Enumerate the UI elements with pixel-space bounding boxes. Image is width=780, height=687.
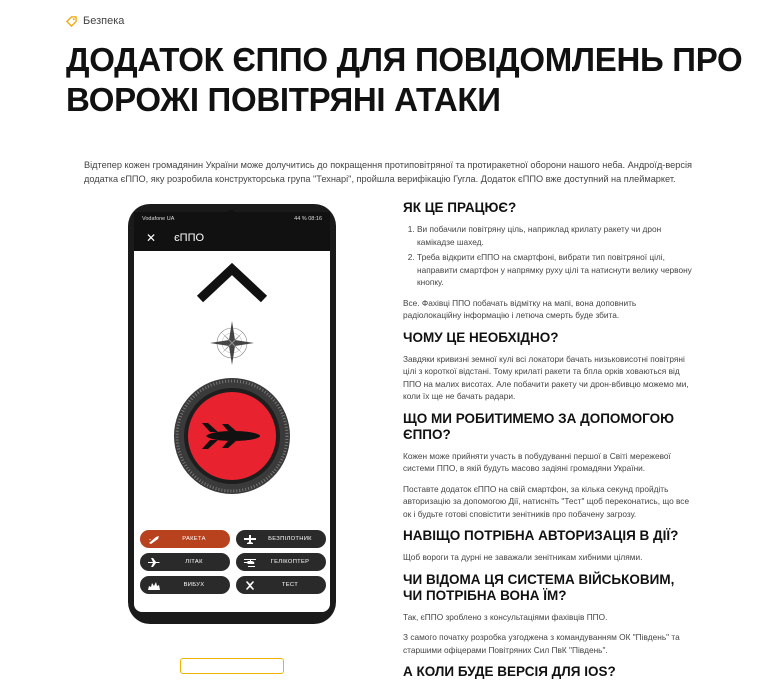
section-title-why: ЧОМУ ЦЕ НЕОБХІДНО? <box>403 329 559 345</box>
helicopter-icon <box>244 558 256 567</box>
battery-label: 44 % <box>294 215 307 222</box>
target-type-grid <box>140 530 326 594</box>
target-button-test[interactable] <box>236 576 326 594</box>
how-after-text: Все. Фахівці ППО побачать відмітку на мапі, вона доповнить радіолокаційну інформацію і летюча смерть буде збита. <box>403 297 637 320</box>
target-button-drone[interactable] <box>236 530 326 548</box>
phone-mockup <box>128 204 336 624</box>
section-title-what: ЩО МИ РОБИТИМЕМО ЗА ДОПОМОГОЮ ЄППО? <box>403 410 675 442</box>
plane-icon <box>148 558 160 567</box>
missile-icon <box>148 535 160 544</box>
target-button-label: ЛІТАК <box>185 559 203 565</box>
section-title-ios: А КОЛИ БУДЕ ВЕРСІЯ ДЛЯ IOS? <box>403 664 616 679</box>
target-button-label: ВИБУХ <box>183 582 205 588</box>
what-text-1: Кожен може прийняти участь в побудуванні першої в Світі мережевої системи ППО, в якій будуть масово задіяні громадяни України. <box>403 450 671 473</box>
app-bar <box>134 225 330 251</box>
target-button-explosion[interactable] <box>140 576 230 594</box>
how-steps-list <box>403 223 693 289</box>
close-icon <box>244 581 256 590</box>
auth-text: Щоб вороги та дурні не заважали зенітникам хибними цілями. <box>403 552 643 562</box>
compass-icon <box>210 321 254 365</box>
target-button-label: ГЕЛІКОПТЕР <box>270 559 310 565</box>
drone-icon <box>244 535 256 544</box>
section-title-auth: НАВІЩО ПОТРІБНА АВТОРИЗАЦІЯ В ДІЇ? <box>403 528 679 543</box>
list-item: 1. Ви побачили повітряну ціль, наприклад крилату ракету чи дрон камікадзе шахед. <box>417 223 693 248</box>
target-button-label: ТЕСТ <box>281 582 299 588</box>
app-visual <box>134 251 330 526</box>
close-icon[interactable]: ✕ <box>146 231 157 245</box>
list-item: 2. Треба відкрити єППО на смартфоні, вибрати тип повітряної цілі, направити смартфон у напрямку руху цілі та натиснути велику червону кнопку. <box>417 251 693 289</box>
phone-screen <box>134 212 330 612</box>
section-title-how: ЯК ЦЕ ПРАЦЮЄ? <box>403 200 517 215</box>
time-label: 08:16 <box>308 215 322 222</box>
alert-button <box>174 378 290 494</box>
status-bar <box>134 212 330 225</box>
what-text-2: Поставте додаток єППО на свій смартфон, за кілька секунд пройдіть авторизацію за допомогою Дії, натисніть "Тест" щоб переконатись, що все ок і будьте готові сповістити зенітників про побачену загрозу. <box>403 483 690 519</box>
article-body <box>403 200 693 687</box>
carrier-label: Vodafone UA <box>142 215 175 222</box>
app-title: єППО <box>174 232 205 244</box>
target-button-missile[interactable] <box>140 530 230 548</box>
section-title-military: ЧИ ВІДОМА ЦЯ СИСТЕМА ВІЙСЬКОВИМ, ЧИ ПОТРІБНА ВОНА ЇМ? <box>403 571 675 603</box>
breadcrumb-category[interactable]: Безпека <box>83 15 125 27</box>
why-text: Завдяки кривизні земної кулі всі локатори бачать низьковисотні повітряні цілі з короткої відстані. Тому крилаті ракети та бпла орків ховаються від ППО на малих висотах. Але побачити ракету чи дрон-вбивцю можемо ми, коли їх ще не бачать радари. <box>403 353 689 401</box>
article-intro: Відтепер кожен громадянин України може долучитись до покращення протиповітряної та протиракетної оборони нашого неба. Андроїд-версія додатка єППО, яку розробила конструкторська група "Технарі", пройшла верифікацію Гугла. Додаток єППО вже доступний на плеймаркет. <box>84 160 692 184</box>
target-button-plane[interactable] <box>140 553 230 571</box>
military-text-2: З самого початку розробка узгоджена з командуванням ОК "Південь" та старшими офіцерами Повітряних Сил ПвК "Південь". <box>403 632 680 655</box>
page-title: ДОДАТОК ЄППО ДЛЯ ПОВІДОМЛЕНЬ ПРО ВОРОЖІ ПОВІТРЯНІ АТАКИ <box>66 41 743 118</box>
breadcrumb[interactable] <box>66 15 124 27</box>
target-button-label: БЕЗПІЛОТНИК <box>268 536 312 542</box>
explosion-icon <box>148 581 160 590</box>
direction-arrow-icon <box>200 269 264 299</box>
target-button-helicopter[interactable] <box>236 553 326 571</box>
bottom-link-button[interactable] <box>180 658 284 674</box>
tag-icon <box>66 16 77 27</box>
military-text-1: Так, єППО зроблено з консультаціями фахівців ППО. <box>403 611 608 622</box>
target-button-label: РАКЕТА <box>182 536 206 542</box>
